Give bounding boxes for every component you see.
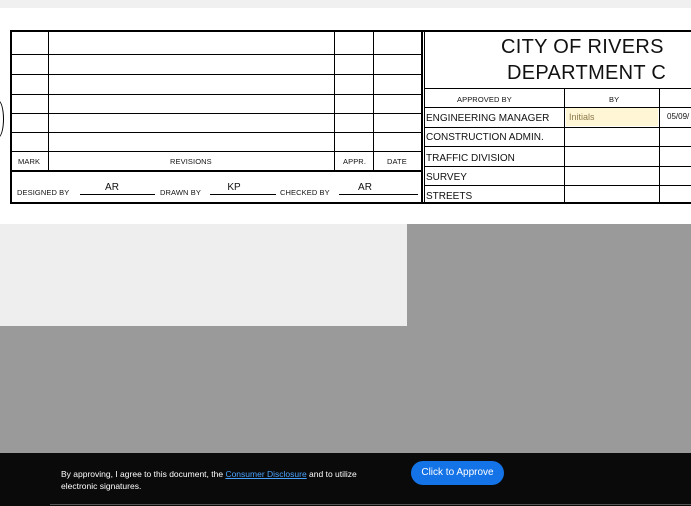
designed-by-label: DESIGNED BY (17, 188, 70, 197)
approval-role-engineering-manager: ENGINEERING MANAGER (426, 113, 550, 124)
by-header: BY (609, 95, 620, 104)
title-block-divider (421, 30, 423, 204)
viewer-top-bar (0, 0, 691, 8)
title-block-top-border (10, 30, 691, 32)
department-title: DEPARTMENT C (507, 62, 667, 84)
appr-header: APPR. (343, 157, 367, 166)
revisions-header: REVISIONS (170, 157, 212, 166)
approved-by-header: APPROVED BY (457, 95, 512, 104)
revisions-row-line (10, 113, 421, 114)
revisions-header-bottom-line (10, 170, 421, 172)
consent-text (61, 468, 391, 492)
approval-left-border (424, 32, 425, 202)
drawn-by-value: KP (227, 182, 241, 193)
approval-col-line (564, 88, 565, 202)
approval-date-engineering-manager: 05/09/ (667, 112, 690, 121)
checked-by-value: AR (358, 182, 372, 193)
revisions-col-line (334, 32, 335, 170)
approval-footer-bar (0, 453, 691, 506)
checked-by-underline (339, 194, 418, 195)
consent-suffix: and to utilize electronic signatures. (61, 469, 357, 491)
approval-top-line (424, 88, 691, 89)
initials-field[interactable]: Initials (566, 108, 658, 126)
approval-role-construction-admin: CONSTRUCTION ADMIN. (426, 132, 544, 143)
date-header: DATE (387, 157, 407, 166)
city-title: CITY OF RIVERS (501, 36, 664, 58)
revisions-row-line (10, 151, 421, 152)
page-thumbnail-area (0, 224, 407, 326)
click-to-approve-button[interactable]: Click to Approve (411, 461, 504, 485)
checked-by-label: CHECKED BY (280, 188, 330, 197)
approval-row-line (424, 146, 691, 147)
drawn-by-underline (210, 194, 276, 195)
drawn-by-label: DRAWN BY (160, 188, 201, 197)
approval-row-line (424, 166, 691, 167)
revisions-row-line (10, 132, 421, 133)
consent-prefix: By approving, I agree to this document, the (61, 469, 226, 479)
revisions-row-line (10, 94, 421, 95)
revisions-col-line (48, 32, 49, 170)
approval-row-line (424, 185, 691, 186)
approval-row-line (424, 127, 691, 128)
revisions-col-line (373, 32, 374, 170)
footer-bottom-line (50, 504, 691, 505)
mark-header: MARK (18, 157, 41, 166)
title-block-bottom-border (10, 202, 691, 204)
approval-col-line (659, 88, 660, 202)
page-gap (0, 8, 691, 30)
approval-role-traffic-division: TRAFFIC DIVISION (426, 153, 515, 164)
revisions-row-line (10, 74, 421, 75)
title-block-left-border (10, 30, 12, 204)
designed-by-underline (80, 194, 155, 195)
revisions-row-line (10, 54, 421, 55)
designed-by-value: AR (105, 182, 119, 193)
approval-role-survey: SURVEY (426, 172, 467, 183)
consumer-disclosure-link[interactable]: Consumer Disclosure (225, 469, 307, 479)
approval-role-streets: STREETS (426, 191, 473, 202)
